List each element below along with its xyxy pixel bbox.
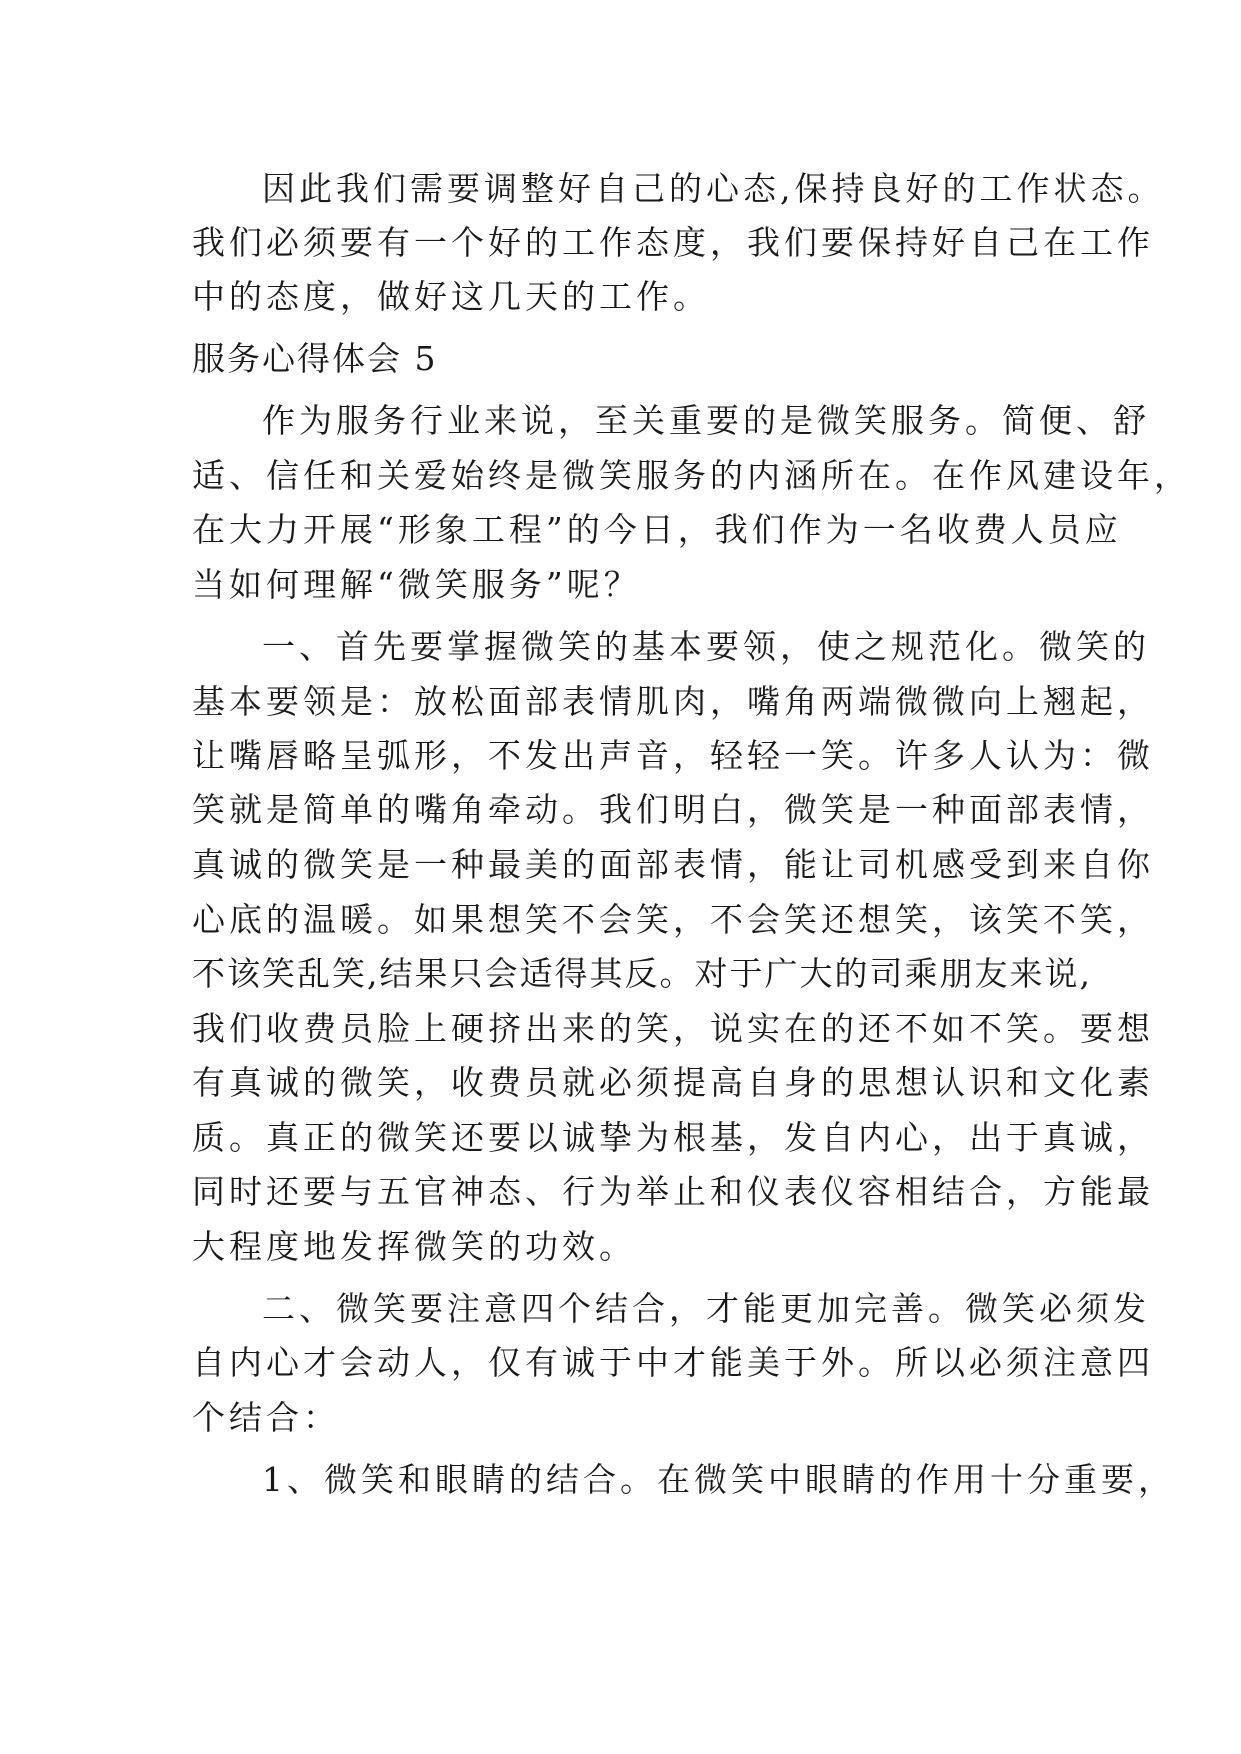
paragraph-line: 适、信任和关爱始终是微笑服务的内涵所在。在作风建设年，	[192, 456, 1191, 495]
paragraph-line: 真诚的微笑是一种最美的面部表情，能让司机感受到来自你	[192, 845, 1154, 884]
paragraph-line: 让嘴唇略呈弧形，不发出声音，轻轻一笑。许多人认为：微	[192, 736, 1154, 775]
paragraph-line: 二、微笑要注意四个结合，才能更加完善。微笑必须发	[262, 1289, 1150, 1328]
paragraph-line: 我们必须要有一个好的工作态度，我们要保持好自己在工作	[192, 223, 1154, 262]
paragraph-line: 当如何理解“微笑服务”呢？	[192, 565, 641, 604]
paragraph-line: 1、微笑和眼睛的结合。在微笑中眼睛的作用十分重要，	[262, 1460, 1175, 1499]
paragraph-line: 有真诚的微笑，收费员就必须提高自身的思想认识和文化素	[192, 1063, 1154, 1102]
paragraph-line: 大程度地发挥微笑的功效。	[192, 1227, 636, 1266]
paragraph-line: 我们收费员脸上硬挤出来的笑，说实在的还不如不笑。要想	[192, 1009, 1154, 1048]
paragraph-line: 基本要领是：放松面部表情肌肉，嘴角两端微微向上翘起，	[192, 682, 1154, 721]
paragraph-line: 作为服务行业来说，至关重要的是微笑服务。简便、舒	[262, 401, 1150, 440]
section-heading: 服务心得体会 5	[192, 339, 438, 378]
paragraph-line: 在大力开展“形象工程”的今日，我们作为一名收费人员应	[192, 510, 1122, 549]
paragraph-line: 中的态度，做好这几天的工作。	[192, 277, 710, 316]
paragraph-line: 笑就是简单的嘴角牵动。我们明白，微笑是一种面部表情，	[192, 790, 1154, 829]
paragraph-line: 个结合：	[192, 1398, 340, 1437]
paragraph-line: 一、首先要掌握微笑的基本要领，使之规范化。微笑的	[262, 627, 1150, 666]
paragraph-line: 质。真正的微笑还要以诚挚为根基，发自内心，出于真诚，	[192, 1118, 1154, 1157]
paragraph-line: 自内心才会动人，仅有诚于中才能美于外。所以必须注意四	[192, 1343, 1154, 1382]
paragraph-line: 同时还要与五官神态、行为举止和仪表仪容相结合，方能最	[192, 1172, 1154, 1211]
paragraph-line: 不该笑乱笑,结果只会适得其反。对于广大的司乘朋友来说,	[192, 954, 1092, 993]
paragraph-line: 心底的温暖。如果想笑不会笑，不会笑还想笑，该笑不笑，	[192, 900, 1154, 939]
paragraph-line: 因此我们需要调整好自己的心态,保持良好的工作状态。	[262, 169, 1165, 208]
